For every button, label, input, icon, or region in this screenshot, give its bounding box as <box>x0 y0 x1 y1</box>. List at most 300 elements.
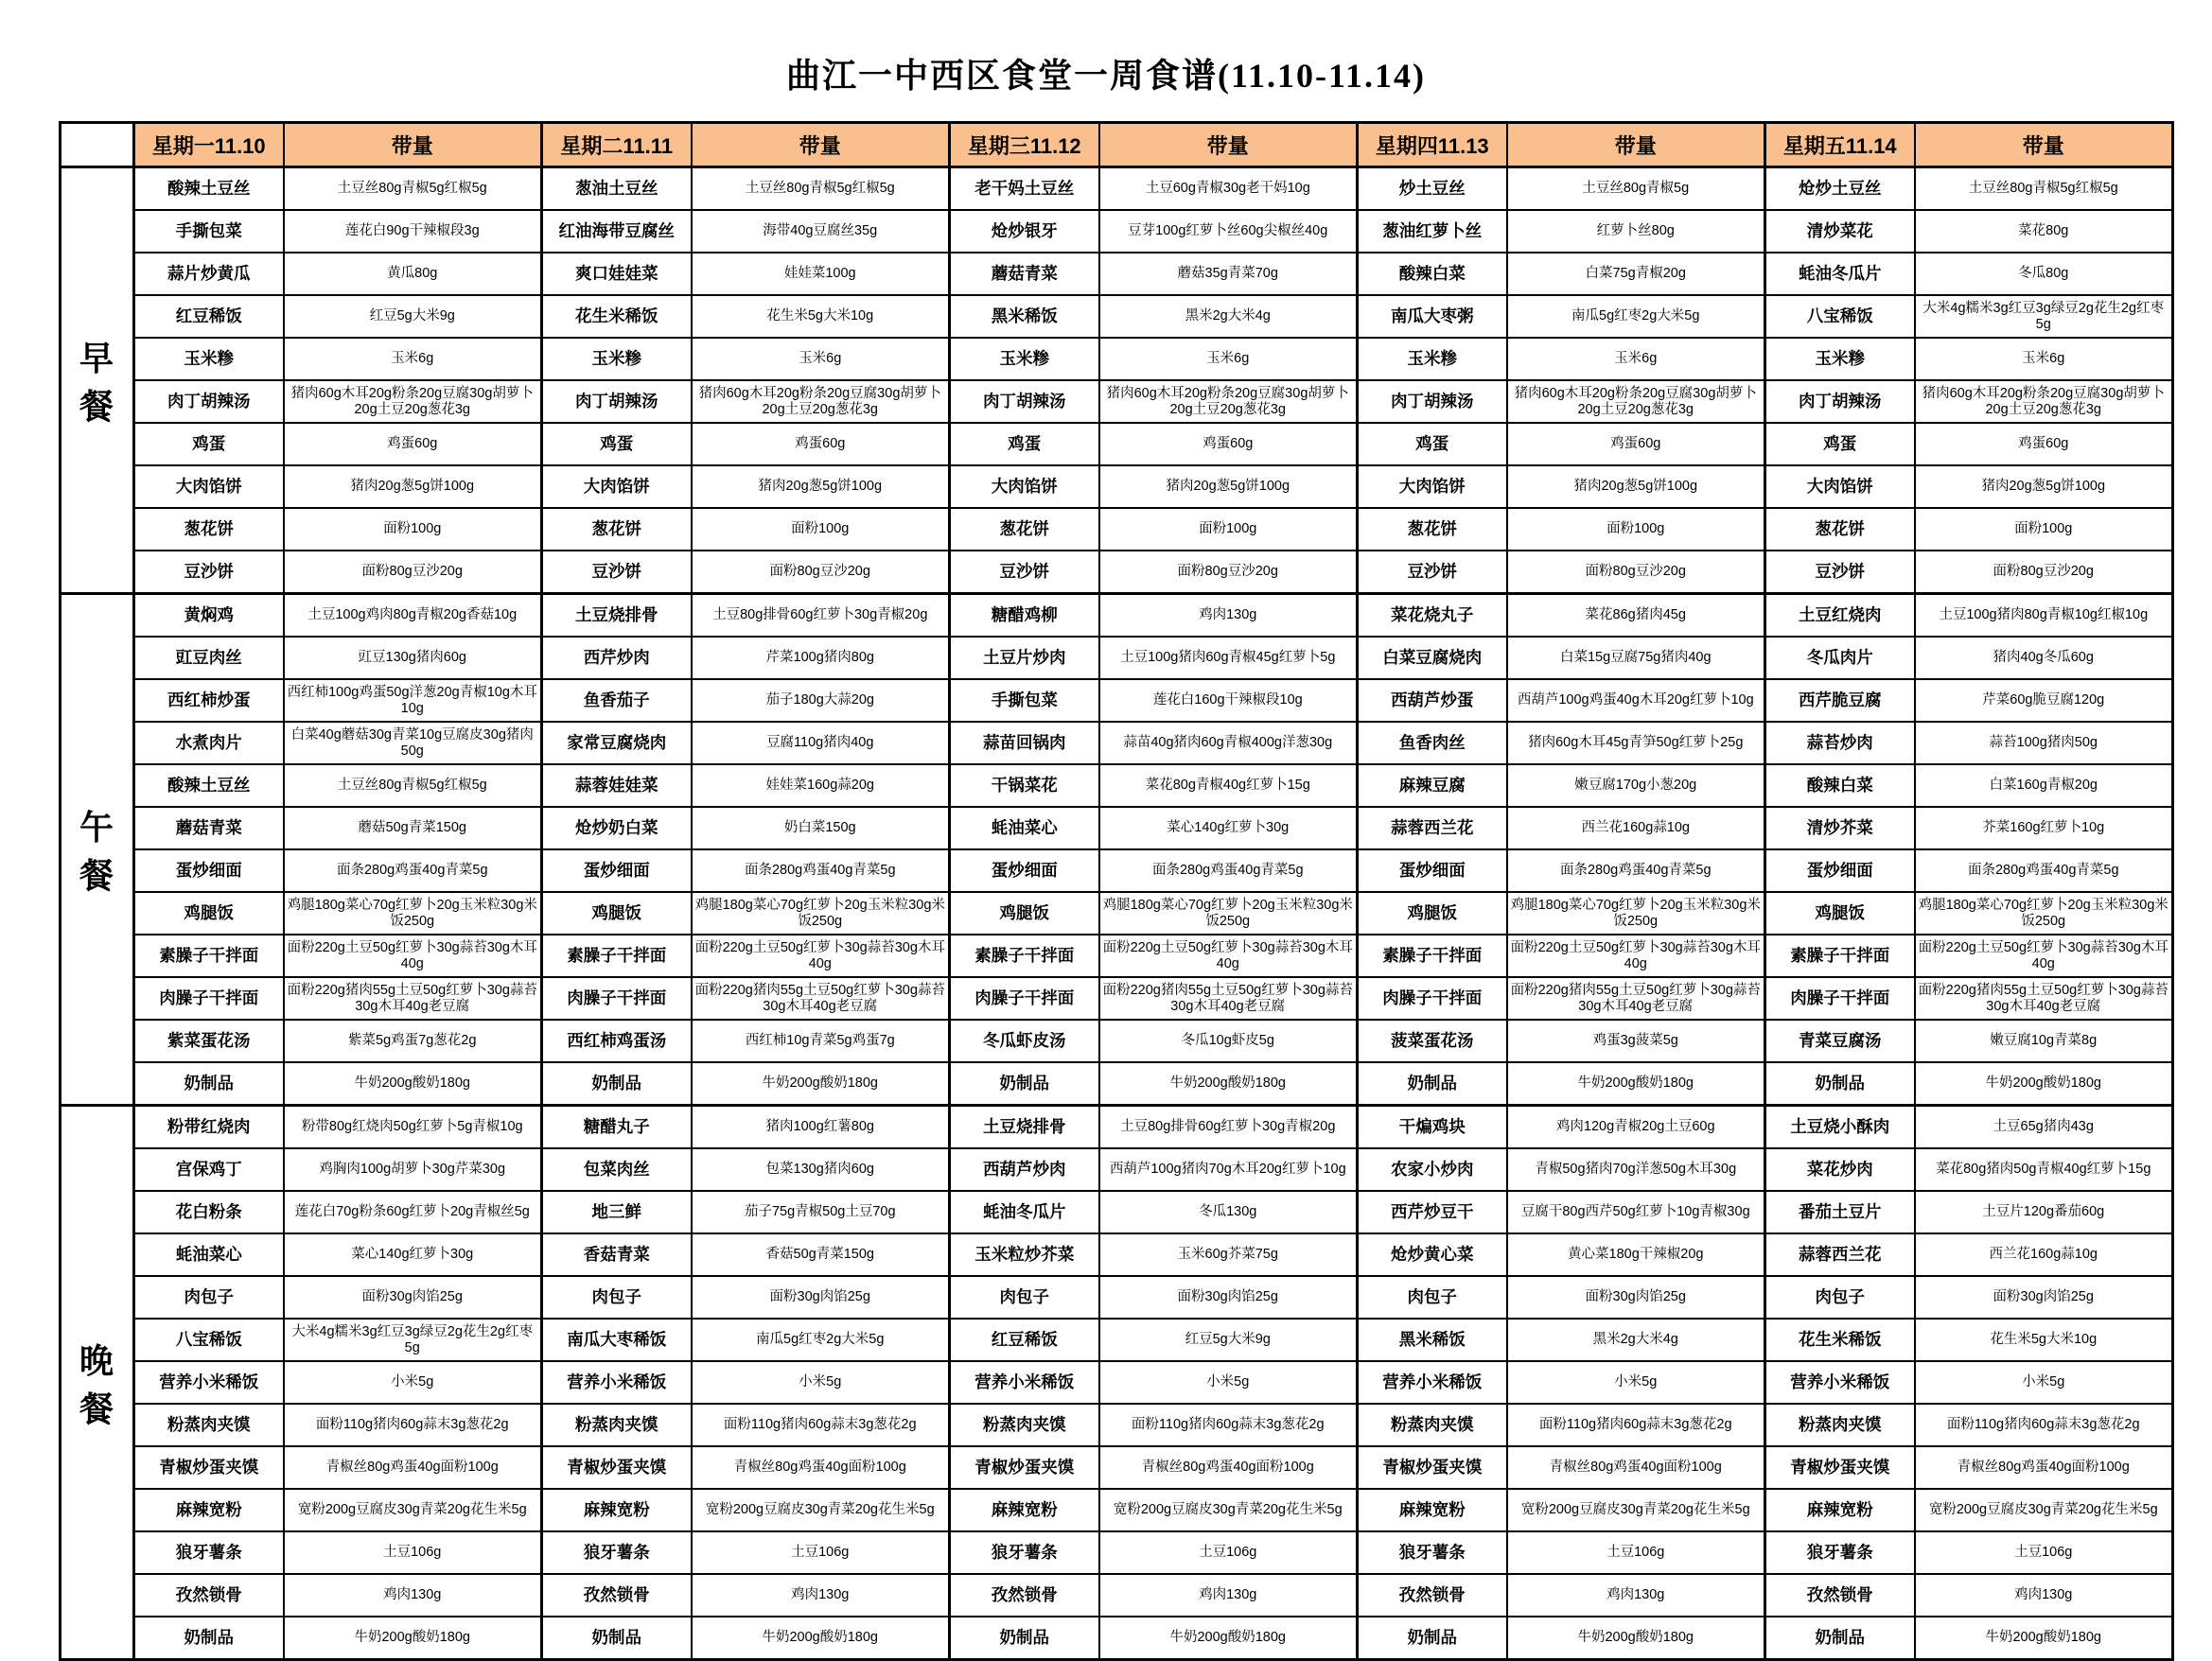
dish-name-cell: 肉臊子干拌面 <box>1358 977 1507 1020</box>
meal-label: 晚餐 <box>61 1106 134 1660</box>
meal-label: 早餐 <box>61 167 134 594</box>
quantity-cell: 牛奶200g酸奶180g <box>1915 1617 2173 1660</box>
menu-row <box>61 1574 2173 1617</box>
dish-name-cell: 西红柿炒蛋 <box>134 679 284 722</box>
quantity-cell: 鸡蛋60g <box>692 423 950 465</box>
quantity-cell: 猪肉20g葱5g饼100g <box>284 465 542 508</box>
dish-name-cell: 豆沙饼 <box>1765 551 1915 594</box>
header-day-cell: 星期五11.14 <box>1765 123 1915 167</box>
dish-name-cell: 鸡腿饭 <box>1358 892 1507 935</box>
meal-section <box>61 167 2173 594</box>
quantity-cell: 南瓜5g红枣2g大米5g <box>692 1319 950 1361</box>
dish-name-cell: 玉米糁 <box>950 338 1099 380</box>
quantity-cell: 猪肉20g葱5g饼100g <box>1099 465 1358 508</box>
quantity-cell: 牛奶200g酸奶180g <box>692 1617 950 1660</box>
dish-name-cell: 肉包子 <box>1358 1276 1507 1319</box>
dish-name-cell: 西芹炒肉 <box>542 637 692 679</box>
dish-name-cell: 玉米糁 <box>542 338 692 380</box>
dish-name-cell: 奶制品 <box>950 1062 1099 1106</box>
dish-name-cell: 香菇青菜 <box>542 1233 692 1276</box>
quantity-cell: 鸡腿180g菜心70g红萝卜20g玉米粒30g米饭250g <box>1099 892 1358 935</box>
dish-name-cell: 炝炒黄心菜 <box>1358 1233 1507 1276</box>
dish-name-cell: 营养小米稀饭 <box>134 1361 284 1404</box>
quantity-cell: 面粉110g猪肉60g蒜末3g葱花2g <box>1099 1404 1358 1446</box>
dish-name-cell: 鱼香肉丝 <box>1358 722 1507 764</box>
quantity-cell: 土豆65g猪肉43g <box>1915 1106 2173 1149</box>
dish-name-cell: 清炒芥菜 <box>1765 807 1915 849</box>
quantity-cell: 小米5g <box>692 1361 950 1404</box>
dish-name-cell: 葱花饼 <box>950 508 1099 551</box>
quantity-cell: 青椒50g猪肉70g洋葱50g木耳30g <box>1507 1148 1765 1191</box>
quantity-cell: 芹菜60g脆豆腐120g <box>1915 679 2173 722</box>
menu-table <box>59 121 2174 1661</box>
quantity-cell: 土豆丝80g青椒5g红椒5g <box>692 167 950 211</box>
dish-name-cell: 蚝油冬瓜片 <box>1765 253 1915 295</box>
quantity-cell: 南瓜5g红枣2g大米5g <box>1507 295 1765 338</box>
quantity-cell: 嫩豆腐170g小葱20g <box>1507 764 1765 807</box>
quantity-cell: 豆腐110g猪肉40g <box>692 722 950 764</box>
page-title: 曲江一中西区食堂一周食谱(11.10-11.14) <box>786 57 1426 95</box>
dish-name-cell: 糖醋鸡柳 <box>950 594 1099 638</box>
quantity-cell: 土豆80g排骨60g红萝卜30g青椒20g <box>692 594 950 638</box>
dish-name-cell: 鸡腿饭 <box>950 892 1099 935</box>
quantity-cell: 面条280g鸡蛋40g青菜5g <box>284 849 542 892</box>
dish-name-cell: 玉米糁 <box>1765 338 1915 380</box>
menu-row <box>61 1361 2173 1404</box>
quantity-cell: 鸡蛋60g <box>1099 423 1358 465</box>
dish-name-cell: 蛋炒细面 <box>542 849 692 892</box>
header-day-cell: 星期四11.13 <box>1358 123 1507 167</box>
dish-name-cell: 肉包子 <box>134 1276 284 1319</box>
dish-name-cell: 红油海带豆腐丝 <box>542 210 692 253</box>
quantity-cell: 玉米6g <box>284 338 542 380</box>
dish-name-cell: 孜然锁骨 <box>1358 1574 1507 1617</box>
quantity-cell: 土豆106g <box>284 1531 542 1574</box>
quantity-cell: 娃娃菜100g <box>692 253 950 295</box>
quantity-cell: 猪肉20g葱5g饼100g <box>692 465 950 508</box>
quantity-cell: 蒜苔100g猪肉50g <box>1915 722 2173 764</box>
dish-name-cell: 番茄土豆片 <box>1765 1191 1915 1233</box>
dish-name-cell: 西红柿鸡蛋汤 <box>542 1020 692 1062</box>
dish-name-cell: 肉包子 <box>950 1276 1099 1319</box>
dish-name-cell: 青椒炒蛋夹馍 <box>1358 1446 1507 1489</box>
dish-name-cell: 老干妈土豆丝 <box>950 167 1099 211</box>
dish-name-cell: 玉米糁 <box>1358 338 1507 380</box>
menu-table-header <box>61 123 2173 167</box>
dish-name-cell: 蚝油菜心 <box>134 1233 284 1276</box>
dish-name-cell: 肉臊子干拌面 <box>950 977 1099 1020</box>
quantity-cell: 莲花白160g干辣椒段10g <box>1099 679 1358 722</box>
quantity-cell: 面粉220g猪肉55g土豆50g红萝卜30g蒜苔30g木耳40g老豆腐 <box>284 977 542 1020</box>
quantity-cell: 牛奶200g酸奶180g <box>692 1062 950 1106</box>
menu-row <box>61 1062 2173 1106</box>
dish-name-cell: 南瓜大枣稀饭 <box>542 1319 692 1361</box>
dish-name-cell: 红豆稀饭 <box>134 295 284 338</box>
quantity-cell: 土豆80g排骨60g红萝卜30g青椒20g <box>1099 1106 1358 1149</box>
dish-name-cell: 蒜蓉娃娃菜 <box>542 764 692 807</box>
quantity-cell: 嫩豆腐10g青菜8g <box>1915 1020 2173 1062</box>
quantity-cell: 小米5g <box>284 1361 542 1404</box>
dish-name-cell: 冬瓜虾皮汤 <box>950 1020 1099 1062</box>
quantity-cell: 牛奶200g酸奶180g <box>284 1062 542 1106</box>
quantity-cell: 鸡腿180g菜心70g红萝卜20g玉米粒30g米饭250g <box>1507 892 1765 935</box>
dish-name-cell: 大肉馅饼 <box>134 465 284 508</box>
dish-name-cell: 肉包子 <box>1765 1276 1915 1319</box>
dish-name-cell: 西芹脆豆腐 <box>1765 679 1915 722</box>
quantity-cell: 面条280g鸡蛋40g青菜5g <box>692 849 950 892</box>
menu-row <box>61 551 2173 594</box>
quantity-cell: 猪肉20g葱5g饼100g <box>1915 465 2173 508</box>
meal-section <box>61 594 2173 1106</box>
dish-name-cell: 玉米糁 <box>134 338 284 380</box>
dish-name-cell: 青椒炒蛋夹馍 <box>134 1446 284 1489</box>
quantity-cell: 青椒丝80g鸡蛋40g面粉100g <box>1915 1446 2173 1489</box>
dish-name-cell: 大肉馅饼 <box>542 465 692 508</box>
quantity-cell: 红豆5g大米9g <box>1099 1319 1358 1361</box>
quantity-cell: 土豆100g猪肉60g青椒45g红萝卜5g <box>1099 637 1358 679</box>
quantity-cell: 面粉220g猪肉55g土豆50g红萝卜30g蒜苔30g木耳40g老豆腐 <box>1099 977 1358 1020</box>
dish-name-cell: 土豆红烧肉 <box>1765 594 1915 638</box>
dish-name-cell: 粉蒸肉夹馍 <box>542 1404 692 1446</box>
dish-name-cell: 鸡腿饭 <box>542 892 692 935</box>
menu-row <box>61 1531 2173 1574</box>
dish-name-cell: 鸡蛋 <box>950 423 1099 465</box>
dish-name-cell: 西葫芦炒肉 <box>950 1148 1099 1191</box>
quantity-cell: 豆腐干80g西芹50g红萝卜10g青椒30g <box>1507 1191 1765 1233</box>
dish-name-cell: 粉蒸肉夹馍 <box>1358 1404 1507 1446</box>
quantity-cell: 鸡肉130g <box>1915 1574 2173 1617</box>
quantity-cell: 大米4g糯米3g红豆3g绿豆2g花生2g红枣5g <box>284 1319 542 1361</box>
quantity-cell: 面粉30g肉馅25g <box>1915 1276 2173 1319</box>
menu-row <box>61 679 2173 722</box>
dish-name-cell: 花生米稀饭 <box>542 295 692 338</box>
quantity-cell: 面粉110g猪肉60g蒜末3g葱花2g <box>1915 1404 2173 1446</box>
menu-row <box>61 1106 2173 1149</box>
quantity-cell: 西兰花160g蒜10g <box>1915 1233 2173 1276</box>
quantity-cell: 猪肉60g木耳20g粉条20g豆腐30g胡萝卜20g土豆20g葱花3g <box>284 380 542 423</box>
quantity-cell: 玉米60g芥菜75g <box>1099 1233 1358 1276</box>
quantity-cell: 土豆106g <box>1507 1531 1765 1574</box>
quantity-cell: 娃娃菜160g蒜20g <box>692 764 950 807</box>
quantity-cell: 牛奶200g酸奶180g <box>1915 1062 2173 1106</box>
quantity-cell: 鸡蛋60g <box>1507 423 1765 465</box>
dish-name-cell: 营养小米稀饭 <box>1765 1361 1915 1404</box>
dish-name-cell: 葱花饼 <box>134 508 284 551</box>
quantity-cell: 宽粉200g豆腐皮30g青菜20g花生米5g <box>1915 1489 2173 1531</box>
quantity-cell: 土豆106g <box>1099 1531 1358 1574</box>
quantity-cell: 冬瓜80g <box>1915 253 2173 295</box>
dish-name-cell: 南瓜大枣粥 <box>1358 295 1507 338</box>
menu-row <box>61 637 2173 679</box>
dish-name-cell: 素臊子干拌面 <box>1358 935 1507 977</box>
quantity-cell: 芹菜100g猪肉80g <box>692 637 950 679</box>
quantity-cell: 面粉110g猪肉60g蒜末3g葱花2g <box>284 1404 542 1446</box>
quantity-cell: 小米5g <box>1099 1361 1358 1404</box>
dish-name-cell: 肉丁胡辣汤 <box>1765 380 1915 423</box>
dish-name-cell: 蒜蓉西兰花 <box>1358 807 1507 849</box>
menu-row <box>61 977 2173 1020</box>
dish-name-cell: 奶制品 <box>950 1617 1099 1660</box>
quantity-cell: 鸡肉130g <box>1507 1574 1765 1617</box>
dish-name-cell: 地三鲜 <box>542 1191 692 1233</box>
dish-name-cell: 清炒菜花 <box>1765 210 1915 253</box>
quantity-cell: 猪肉60g木耳20g粉条20g豆腐30g胡萝卜20g土豆20g葱花3g <box>1507 380 1765 423</box>
dish-name-cell: 孜然锁骨 <box>134 1574 284 1617</box>
dish-name-cell: 包菜肉丝 <box>542 1148 692 1191</box>
quantity-cell: 牛奶200g酸奶180g <box>1099 1062 1358 1106</box>
quantity-cell: 菜花86g猪肉45g <box>1507 594 1765 638</box>
quantity-cell: 青椒丝80g鸡蛋40g面粉100g <box>692 1446 950 1489</box>
header-day-cell: 星期三11.12 <box>950 123 1099 167</box>
dish-name-cell: 肉丁胡辣汤 <box>1358 380 1507 423</box>
quantity-cell: 面条280g鸡蛋40g青菜5g <box>1915 849 2173 892</box>
quantity-cell: 菜心140g红萝卜30g <box>1099 807 1358 849</box>
dish-name-cell: 紫菜蛋花汤 <box>134 1020 284 1062</box>
quantity-cell: 白菜40g蘑菇30g青菜10g豆腐皮30g猪肉50g <box>284 722 542 764</box>
dish-name-cell: 蒜片炒黄瓜 <box>134 253 284 295</box>
dish-name-cell: 蒜蓉西兰花 <box>1765 1233 1915 1276</box>
menu-row <box>61 594 2173 638</box>
menu-row <box>61 380 2173 423</box>
menu-row <box>61 1233 2173 1276</box>
dish-name-cell: 肉臊子干拌面 <box>542 977 692 1020</box>
quantity-cell: 蘑菇35g青菜70g <box>1099 253 1358 295</box>
quantity-cell: 猪肉100g红薯80g <box>692 1106 950 1149</box>
dish-name-cell: 鸡蛋 <box>1358 423 1507 465</box>
dish-name-cell: 奶制品 <box>1765 1617 1915 1660</box>
quantity-cell: 面粉220g土豆50g红萝卜30g蒜苔30g木耳40g <box>1507 935 1765 977</box>
dish-name-cell: 菜花炒肉 <box>1765 1148 1915 1191</box>
menu-row <box>61 722 2173 764</box>
dish-name-cell: 鱼香茄子 <box>542 679 692 722</box>
header-quantity-cell: 带量 <box>284 123 542 167</box>
quantity-cell: 紫菜5g鸡蛋7g葱花2g <box>284 1020 542 1062</box>
quantity-cell: 猪肉60g木耳20g粉条20g豆腐30g胡萝卜20g土豆20g葱花3g <box>692 380 950 423</box>
dish-name-cell: 麻辣宽粉 <box>950 1489 1099 1531</box>
quantity-cell: 面粉80g豆沙20g <box>1507 551 1765 594</box>
quantity-cell: 西兰花160g蒜10g <box>1507 807 1765 849</box>
quantity-cell: 莲花白90g干辣椒段3g <box>284 210 542 253</box>
quantity-cell: 西葫芦100g鸡蛋40g木耳20g红萝卜10g <box>1507 679 1765 722</box>
quantity-cell: 面粉100g <box>1099 508 1358 551</box>
dish-name-cell: 奶制品 <box>542 1617 692 1660</box>
menu-row <box>61 1446 2173 1489</box>
quantity-cell: 牛奶200g酸奶180g <box>1507 1062 1765 1106</box>
dish-name-cell: 狼牙薯条 <box>1765 1531 1915 1574</box>
quantity-cell: 茄子75g青椒50g土豆70g <box>692 1191 950 1233</box>
quantity-cell: 花生米5g大米10g <box>692 295 950 338</box>
quantity-cell: 土豆106g <box>692 1531 950 1574</box>
quantity-cell: 土豆丝80g青椒5g红椒5g <box>284 764 542 807</box>
quantity-cell: 面粉220g土豆50g红萝卜30g蒜苔30g木耳40g <box>1099 935 1358 977</box>
menu-row <box>61 1319 2173 1361</box>
dish-name-cell: 孜然锁骨 <box>542 1574 692 1617</box>
dish-name-cell: 蘑菇青菜 <box>134 807 284 849</box>
quantity-cell: 茄子180g大蒜20g <box>692 679 950 722</box>
quantity-cell: 牛奶200g酸奶180g <box>284 1617 542 1660</box>
dish-name-cell: 蚝油冬瓜片 <box>950 1191 1099 1233</box>
dish-name-cell: 农家小炒肉 <box>1358 1148 1507 1191</box>
dish-name-cell: 鸡腿饭 <box>134 892 284 935</box>
quantity-cell: 面粉220g猪肉55g土豆50g红萝卜30g蒜苔30g木耳40g老豆腐 <box>1507 977 1765 1020</box>
dish-name-cell: 玉米粒炒芥菜 <box>950 1233 1099 1276</box>
dish-name-cell: 炝炒土豆丝 <box>1765 167 1915 211</box>
quantity-cell: 菜花80g <box>1915 210 2173 253</box>
quantity-cell: 菜花80g青椒40g红萝卜15g <box>1099 764 1358 807</box>
quantity-cell: 鸡肉130g <box>1099 1574 1358 1617</box>
quantity-cell: 玉米6g <box>692 338 950 380</box>
quantity-cell: 面粉110g猪肉60g蒜末3g葱花2g <box>1507 1404 1765 1446</box>
quantity-cell: 黄瓜80g <box>284 253 542 295</box>
dish-name-cell: 土豆片炒肉 <box>950 637 1099 679</box>
dish-name-cell: 鸡蛋 <box>1765 423 1915 465</box>
quantity-cell: 菜心140g红萝卜30g <box>284 1233 542 1276</box>
quantity-cell: 豆芽100g红萝卜丝60g尖椒丝40g <box>1099 210 1358 253</box>
dish-name-cell: 青椒炒蛋夹馍 <box>950 1446 1099 1489</box>
dish-name-cell: 蘑菇青菜 <box>950 253 1099 295</box>
dish-name-cell: 宫保鸡丁 <box>134 1148 284 1191</box>
quantity-cell: 鸡蛋60g <box>1915 423 2173 465</box>
dish-name-cell: 酸辣土豆丝 <box>134 764 284 807</box>
quantity-cell: 香菇50g青菜150g <box>692 1233 950 1276</box>
quantity-cell: 大米4g糯米3g红豆3g绿豆2g花生2g红枣5g <box>1915 295 2173 338</box>
dish-name-cell: 粉蒸肉夹馍 <box>950 1404 1099 1446</box>
quantity-cell: 鸡肉130g <box>692 1574 950 1617</box>
quantity-cell: 花生米5g大米10g <box>1915 1319 2173 1361</box>
quantity-cell: 面粉30g肉馅25g <box>692 1276 950 1319</box>
quantity-cell: 鸡蛋60g <box>284 423 542 465</box>
quantity-cell: 猪肉40g冬瓜60g <box>1915 637 2173 679</box>
dish-name-cell: 蚝油菜心 <box>950 807 1099 849</box>
dish-name-cell: 奶制品 <box>1358 1617 1507 1660</box>
dish-name-cell: 青椒炒蛋夹馍 <box>542 1446 692 1489</box>
quantity-cell: 面粉80g豆沙20g <box>692 551 950 594</box>
quantity-cell: 鸡肉130g <box>1099 594 1358 638</box>
quantity-cell: 青椒丝80g鸡蛋40g面粉100g <box>1099 1446 1358 1489</box>
dish-name-cell: 大肉馅饼 <box>1765 465 1915 508</box>
dish-name-cell: 肉丁胡辣汤 <box>134 380 284 423</box>
dish-name-cell: 冬瓜肉片 <box>1765 637 1915 679</box>
quantity-cell: 青椒丝80g鸡蛋40g面粉100g <box>284 1446 542 1489</box>
dish-name-cell: 蛋炒细面 <box>950 849 1099 892</box>
dish-name-cell: 大肉馅饼 <box>1358 465 1507 508</box>
quantity-cell: 西红柿100g鸡蛋50g洋葱20g青椒10g木耳10g <box>284 679 542 722</box>
dish-name-cell: 麻辣宽粉 <box>542 1489 692 1531</box>
dish-name-cell: 大肉馅饼 <box>950 465 1099 508</box>
header-quantity-cell: 带量 <box>1507 123 1765 167</box>
dish-name-cell: 鸡蛋 <box>542 423 692 465</box>
quantity-cell: 土豆丝80g青椒5g红椒5g <box>284 167 542 211</box>
dish-name-cell: 八宝稀饭 <box>134 1319 284 1361</box>
quantity-cell: 黄心菜180g干辣椒20g <box>1507 1233 1765 1276</box>
dish-name-cell: 狼牙薯条 <box>950 1531 1099 1574</box>
menu-row <box>61 849 2173 892</box>
dish-name-cell: 蒜苗回锅肉 <box>950 722 1099 764</box>
header-quantity-cell: 带量 <box>692 123 950 167</box>
quantity-cell: 白菜160g青椒20g <box>1915 764 2173 807</box>
menu-row <box>61 167 2173 211</box>
menu-row <box>61 1489 2173 1531</box>
quantity-cell: 猪肉20g葱5g饼100g <box>1507 465 1765 508</box>
dish-name-cell: 青椒炒蛋夹馍 <box>1765 1446 1915 1489</box>
quantity-cell: 玉米6g <box>1099 338 1358 380</box>
dish-name-cell: 家常豆腐烧肉 <box>542 722 692 764</box>
quantity-cell: 面粉80g豆沙20g <box>1915 551 2173 594</box>
menu-row <box>61 295 2173 338</box>
dish-name-cell: 青菜豆腐汤 <box>1765 1020 1915 1062</box>
header-quantity-cell: 带量 <box>1099 123 1358 167</box>
dish-name-cell: 素臊子干拌面 <box>134 935 284 977</box>
quantity-cell: 玉米6g <box>1915 338 2173 380</box>
quantity-cell: 宽粉200g豆腐皮30g青菜20g花生米5g <box>1099 1489 1358 1531</box>
quantity-cell: 冬瓜130g <box>1099 1191 1358 1233</box>
dish-name-cell: 素臊子干拌面 <box>542 935 692 977</box>
dish-name-cell: 红豆稀饭 <box>950 1319 1099 1361</box>
menu-row <box>61 764 2173 807</box>
dish-name-cell: 土豆烧排骨 <box>950 1106 1099 1149</box>
menu-row <box>61 807 2173 849</box>
menu-row <box>61 210 2173 253</box>
quantity-cell: 面粉100g <box>1507 508 1765 551</box>
quantity-cell: 莲花白70g粉条60g红萝卜20g青椒丝5g <box>284 1191 542 1233</box>
dish-name-cell: 鸡蛋 <box>134 423 284 465</box>
dish-name-cell: 奶制品 <box>134 1617 284 1660</box>
quantity-cell: 粉带80g红烧肉50g红萝卜5g青椒10g <box>284 1106 542 1149</box>
dish-name-cell: 奶制品 <box>1358 1062 1507 1106</box>
quantity-cell: 奶白菜150g <box>692 807 950 849</box>
dish-name-cell: 炝炒银牙 <box>950 210 1099 253</box>
quantity-cell: 面粉220g猪肉55g土豆50g红萝卜30g蒜苔30g木耳40g老豆腐 <box>692 977 950 1020</box>
dish-name-cell: 酸辣土豆丝 <box>134 167 284 211</box>
dish-name-cell: 豆沙饼 <box>542 551 692 594</box>
dish-name-cell: 土豆烧小酥肉 <box>1765 1106 1915 1149</box>
quantity-cell: 红豆5g大米9g <box>284 295 542 338</box>
dish-name-cell: 糖醋丸子 <box>542 1106 692 1149</box>
quantity-cell: 猪肉60g木耳45g青笋50g红萝卜25g <box>1507 722 1765 764</box>
quantity-cell: 面粉220g土豆50g红萝卜30g蒜苔30g木耳40g <box>284 935 542 977</box>
quantity-cell: 土豆100g猪肉80g青椒10g红椒10g <box>1915 594 2173 638</box>
meal-label: 午餐 <box>61 594 134 1106</box>
quantity-cell: 面条280g鸡蛋40g青菜5g <box>1099 849 1358 892</box>
quantity-cell: 宽粉200g豆腐皮30g青菜20g花生米5g <box>692 1489 950 1531</box>
quantity-cell: 鸡肉130g <box>284 1574 542 1617</box>
dish-name-cell: 粉蒸肉夹馍 <box>1765 1404 1915 1446</box>
dish-name-cell: 麻辣豆腐 <box>1358 764 1507 807</box>
quantity-cell: 面粉30g肉馅25g <box>1099 1276 1358 1319</box>
header-day-cell: 星期二11.11 <box>542 123 692 167</box>
quantity-cell: 面粉30g肉馅25g <box>1507 1276 1765 1319</box>
dish-name-cell: 肉丁胡辣汤 <box>542 380 692 423</box>
dish-name-cell: 素臊子干拌面 <box>950 935 1099 977</box>
quantity-cell: 宽粉200g豆腐皮30g青菜20g花生米5g <box>284 1489 542 1531</box>
dish-name-cell: 奶制品 <box>542 1062 692 1106</box>
dish-name-cell: 菜花烧丸子 <box>1358 594 1507 638</box>
quantity-cell: 面粉100g <box>1915 508 2173 551</box>
quantity-cell: 白菜75g青椒20g <box>1507 253 1765 295</box>
dish-name-cell: 蛋炒细面 <box>134 849 284 892</box>
dish-name-cell: 菠菜蛋花汤 <box>1358 1020 1507 1062</box>
quantity-cell: 面粉80g豆沙20g <box>284 551 542 594</box>
dish-name-cell: 豆沙饼 <box>950 551 1099 594</box>
quantity-cell: 牛奶200g酸奶180g <box>1099 1617 1358 1660</box>
dish-name-cell: 水煮肉片 <box>134 722 284 764</box>
quantity-cell: 豇豆130g猪肉60g <box>284 637 542 679</box>
header-corner-cell <box>61 123 134 167</box>
quantity-cell: 鸡蛋3g菠菜5g <box>1507 1020 1765 1062</box>
dish-name-cell: 土豆烧排骨 <box>542 594 692 638</box>
dish-name-cell: 黄焖鸡 <box>134 594 284 638</box>
dish-name-cell: 炝炒奶白菜 <box>542 807 692 849</box>
